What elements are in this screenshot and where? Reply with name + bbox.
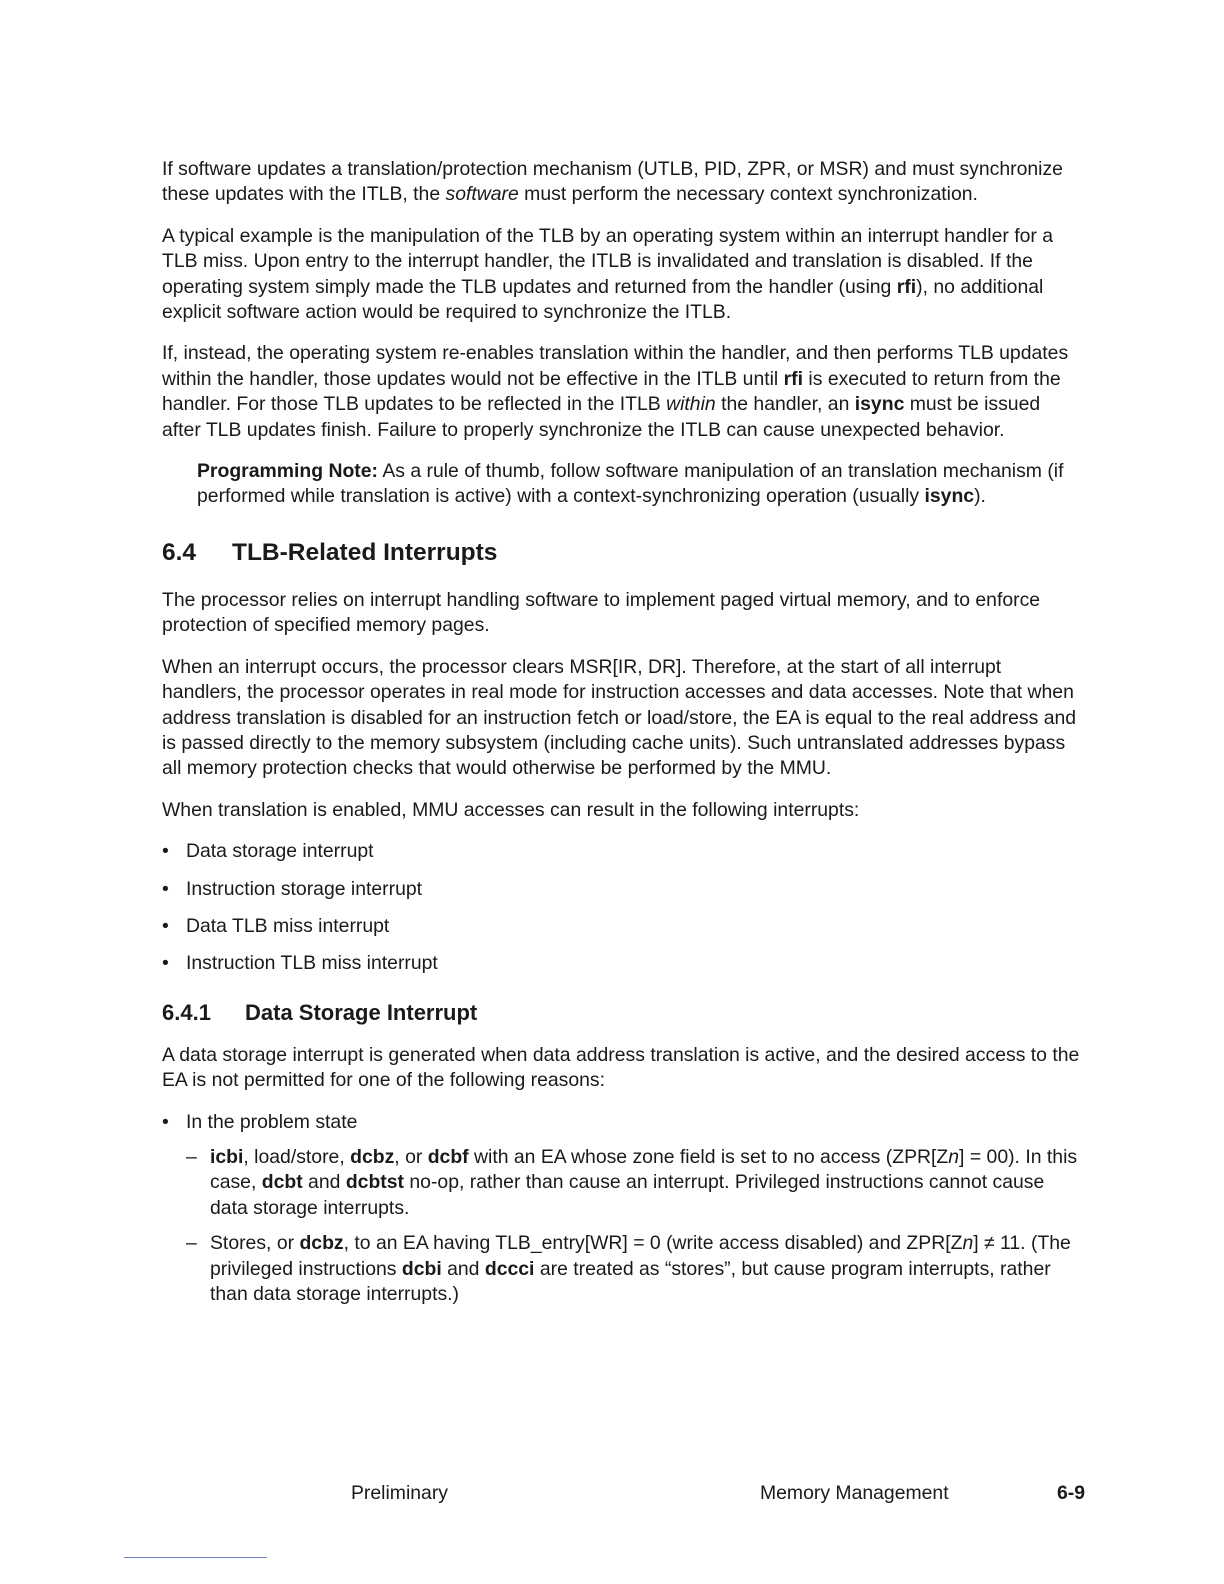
sublist-item: – Stores, or dcbz, to an EA having TLB_entry[WR] = 0 (write access disabled) and ZPR[Zn] ≠ 11. (The privileged instructions dcbi and dccci are treated as “stores”, but cause program interrupts, rather than data storage interrupts.) <box>186 1232 1071 1305</box>
paragraph-itlb-sync: If software updates a translation/protection mechanism (UTLB, PID, ZPR, or MSR) and must synchronize these updates with the ITLB, the software must perform the necessary context synchronization. <box>162 158 1063 206</box>
subsection-number: 6.4.1 <box>162 999 211 1025</box>
section-title: TLB-Related Interrupts <box>232 538 498 566</box>
footer-rule <box>124 1557 267 1558</box>
bullet-glyph: • <box>162 840 169 863</box>
paragraph-typical-example: A typical example is the manipulation of the TLB by an operating system within an interrupt handler for a TLB miss. Upon entry to the interrupt handler, the ITLB is invalidated and translation is disabled. If the operating system simply made the TLB updates and returned from the handler (using rfi), no additional explicit software action would be required to synchronize the ITLB. <box>162 224 1054 324</box>
section-paragraph-2: When an interrupt occurs, the processor clears MSR[IR, DR]. Therefore, at the start of all interrupt handlers, the processor operates in real mode for instruction accesses and data accesses. Note that when address translation is disabled for an instruction fetch or load/store, the EA is equal to the real address and is passed directly to the memory subsystem (including cache units). Such untranslated addresses bypass all memory protection checks that would otherwise be performed by the MMU. <box>162 655 1077 780</box>
section-paragraph-1: The processor relies on interrupt handling software to implement paged virtual memory, and to enforce protection of specified memory pages. <box>162 588 1041 637</box>
programming-note: Programming Note: As a rule of thumb, follow software manipulation of an translation mechanism (if performed while translation is active) with a context-synchronizing operation (usually isync). <box>197 460 1064 508</box>
subsection-title: Data Storage Interrupt <box>245 999 478 1025</box>
dash-glyph: – <box>186 1232 197 1255</box>
footer-chapter: Memory Management <box>760 1482 949 1504</box>
list-item: • Instruction storage interrupt <box>162 877 1082 902</box>
problem-state-sublist <box>186 1145 1082 1307</box>
page-number: 6-9 <box>1057 1482 1086 1504</box>
list-item: • In the problem state – icbi, load/store, dcbz, or dcbf with an EA whose zone field is set to no access (ZPR[Zn] = 00). In this case, dcbt and dcbtst no-op, rather than cause an interrupt. Privileged instructions cannot cause data storage interrupts. – Stores, or dcbz, to an EA having TLB_entry[WR] = 0 (write access disabled) and ZPR[Zn] ≠ 11. (The privileged instructions dcbi and dccci are treated as “stores”, but cause program interrupts, rather than data storage interrupts.) <box>162 1110 1082 1308</box>
dash-glyph: – <box>186 1145 197 1168</box>
subsection-heading <box>162 999 1082 1027</box>
subsection-paragraph-1: A data storage interrupt is generated when data address translation is active, and the desired access to the EA is not permitted for one of the following reasons: <box>162 1043 1080 1092</box>
bullet-glyph: • <box>162 952 169 975</box>
sublist-item: – icbi, load/store, dcbz, or dcbf with an EA whose zone field is set to no access (ZPR[Zn] = 00). In this case, dcbt and dcbtst no-op, rather than cause an interrupt. Privileged instructions cannot cause data storage interrupts. <box>186 1145 1078 1219</box>
paragraph-reenable-translation: If, instead, the operating system re-enables translation within the handler, and then performs TLB updates within the handler, those updates would not be effective in the ITLB until rfi is executed to return from the handler. For those TLB updates to be reflected in the ITLB within the handler, an isync must be issued after TLB updates finish. Failure to properly synchronize the ITLB can cause unexpected behavior. <box>162 342 1069 441</box>
section-paragraph-3: When translation is enabled, MMU accesses can result in the following interrupts: <box>162 798 860 821</box>
bullet-glyph: • <box>162 877 169 900</box>
footer-status: Preliminary <box>351 1482 448 1504</box>
interrupt-list <box>162 839 1082 977</box>
list-item: • Data storage interrupt <box>162 839 1082 864</box>
section-number: 6.4 <box>162 538 197 566</box>
list-item: • Data TLB miss interrupt <box>162 914 1082 939</box>
page-footer <box>0 1482 1224 1510</box>
bullet-glyph: • <box>162 914 169 937</box>
reasons-list <box>162 1110 1082 1308</box>
page-content <box>162 157 1082 1323</box>
bullet-glyph: • <box>162 1110 169 1133</box>
section-heading <box>162 538 1082 568</box>
list-item: • Instruction TLB miss interrupt <box>162 951 1082 976</box>
